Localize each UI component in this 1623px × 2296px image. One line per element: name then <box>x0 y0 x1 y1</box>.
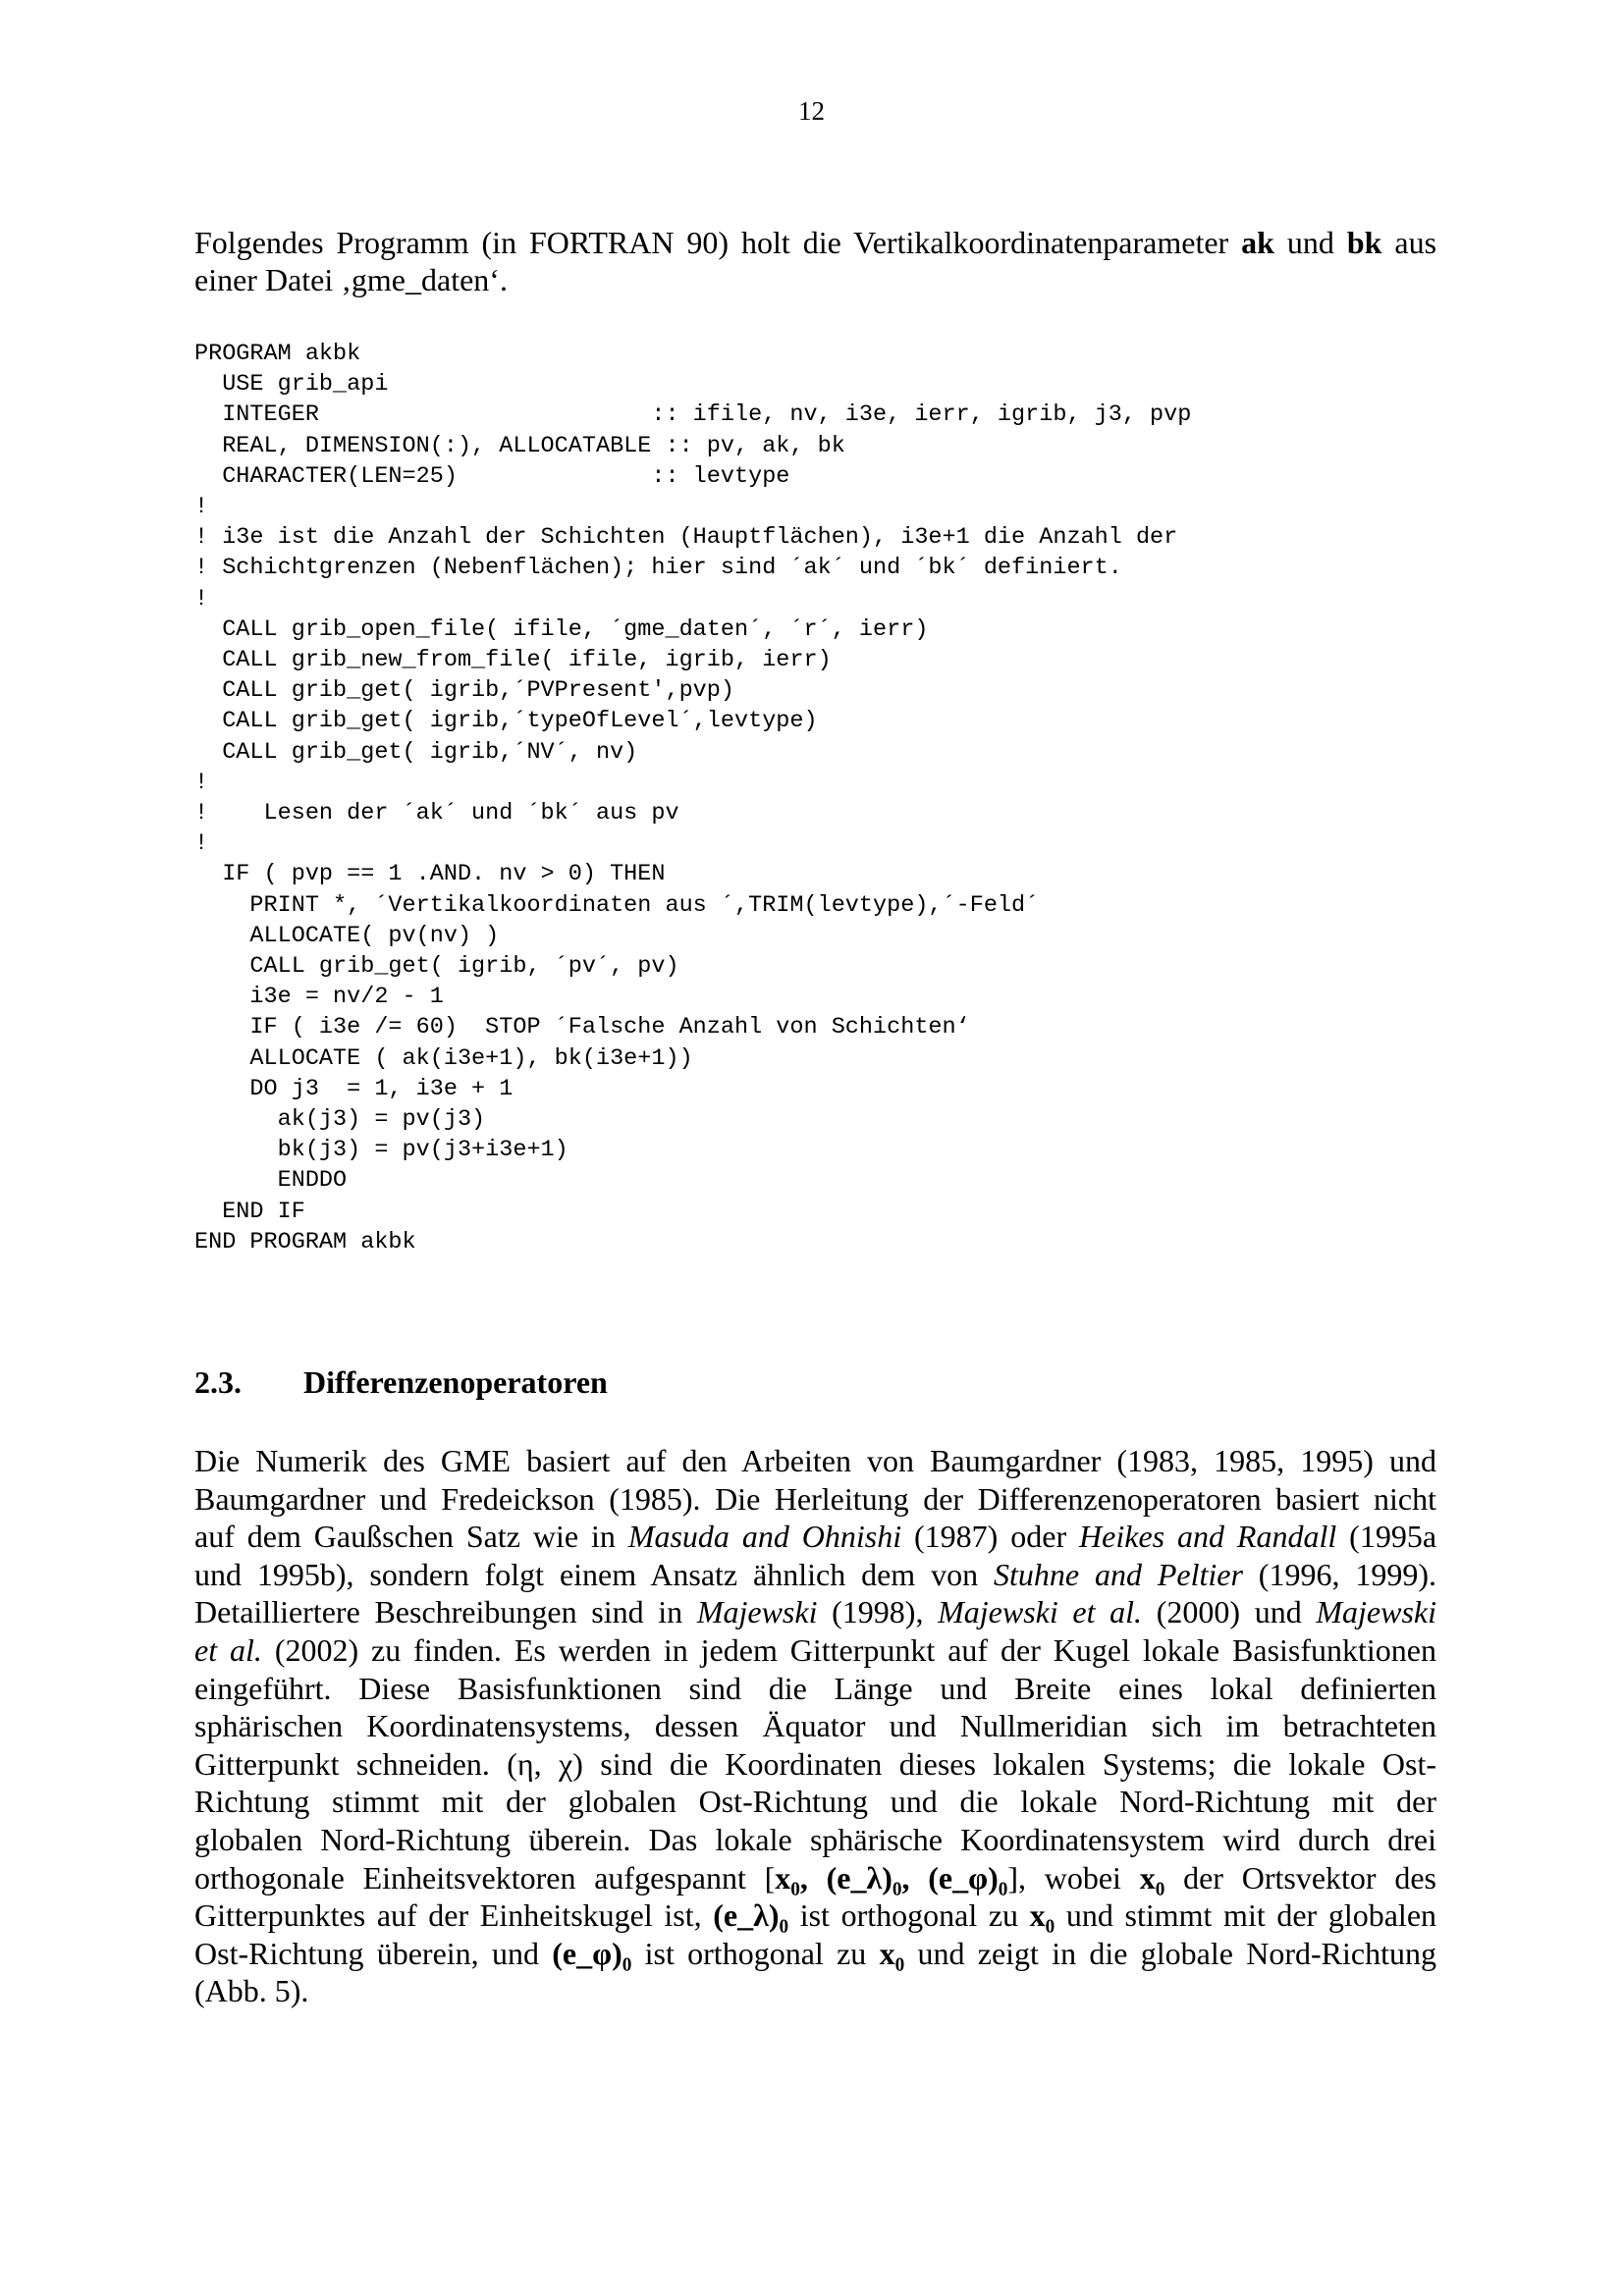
body-line: Baumgardner und Fredeickson (1985). Die Herleitung der Differenzenoperatoren basiert nicht <box>194 1480 1436 1517</box>
body-line: (Abb. 5). <box>194 1973 309 2009</box>
vector-term: x₀, (e_λ)₀, (e_φ)₀ <box>775 1859 1008 1896</box>
body-line: Die Numerik des GME basiert auf den Arbeiten von Baumgardner (1983, 1985, 1995) und <box>194 1443 1436 1478</box>
body-line: Gitterpunkt schneiden. (η, χ) sind die Koordinaten dieses lokalen Systems; die lokale Ost- <box>194 1745 1436 1782</box>
body-line: globalen Nord-Richtung überein. Das lokale sphärische Koordinatensystem wird durch drei <box>194 1821 1436 1857</box>
vector-term: (e_λ)₀ <box>713 1897 789 1934</box>
section-heading <box>194 1364 608 1401</box>
citation: et al. <box>194 1631 262 1668</box>
vector-term: x₀ <box>1139 1859 1165 1896</box>
body-line: Gitterpunktes auf der Einheitskugel ist, (e_λ)₀ ist orthogonal zu x₀ und stimmt mit der globalen <box>194 1897 1437 1934</box>
page-number: 12 <box>798 96 825 126</box>
fortran-code-listing: PROGRAM akbk USE grib_api INTEGER :: ifile, nv, i3e, ierr, igrib, j3, pvp REAL, DIMENSION(:), ALLOCATABLE :: pv, ak, bk CHARACTER(LEN=25) :: levtype ! ! i3e ist die Anzahl der Schichten (Hauptflächen), i3e+1 die Anzahl der ! Schichtgrenzen (Nebenflächen); hier sind ´ak´ und ´bk´ definiert. ! CALL grib_open_file( ifile, ´gme_daten´, ´r´, ierr) CALL grib_new_from_file( ifile, igrib, ierr) CALL grib_get( igrib,´PVPresent',pvp) CALL grib_get( igrib,´typeOfLevel´,levtype) CALL grib_get( igrib,´NV´, nv) ! ! Lesen der ´ak´ und ´bk´ aus pv ! IF ( pvp == 1 .AND. nv > 0) THEN PRINT *, ´Vertikalkoordinaten aus ´,TRIM(levtype),´-Feld´ ALLOCATE( pv(nv) ) CALL grib_get( igrib, ´pv´, pv) i3e = nv/2 - 1 IF ( i3e /= 60) STOP ´Falsche Anzahl von Schichten‘ ALLOCATE ( ak(i3e+1), bk(i3e+1)) DO j3 = 1, i3e + 1 ak(j3) = pv(j3) bk(j3) = pv(j3+i3e+1) ENDDO END IF END PROGRAM akbk <box>194 341 1192 1255</box>
vector-term: x₀ <box>1029 1897 1055 1934</box>
intro-text-2: und <box>1273 225 1347 260</box>
citation: Masuda and Ohnishi <box>627 1519 902 1555</box>
term-bk: bk <box>1346 225 1382 260</box>
body-line: orthogonale Einheitsvektoren aufgespannt [x₀, (e_λ)₀, (e_φ)₀], wobei x₀ der Ortsvektor des <box>194 1859 1437 1896</box>
body-line: und 1995b), sondern folgt einem Ansatz ähnlich dem von Stuhne and Peltier (1996, 1999). <box>194 1556 1437 1592</box>
vector-term: (e_φ)₀ <box>552 1935 632 1971</box>
body-line: auf dem Gaußschen Satz wie in Masuda and Ohnishi (1987) oder Heikes and Randall (1995a <box>194 1519 1437 1555</box>
citation: Stuhne and Peltier <box>993 1556 1243 1592</box>
body-line: et al. (2002) zu finden. Es werden in jedem Gitterpunkt auf der Kugel lokale Basisfunktionen <box>194 1631 1437 1668</box>
body-line: Richtung stimmt mit der globalen Ost-Richtung und die lokale Nord-Richtung mit der <box>194 1784 1436 1820</box>
section-number: 2.3. <box>194 1364 242 1400</box>
body-line: Ost-Richtung überein, und (e_φ)₀ ist orthogonal zu x₀ und zeigt in die globale Nord-Richtung <box>194 1935 1437 1971</box>
section-title: Differenzenoperatoren <box>303 1364 608 1400</box>
citation: Majewski <box>1316 1594 1437 1630</box>
citation: Majewski et al. <box>938 1594 1143 1630</box>
body-line: sphärischen Koordinatensystems, dessen Äquator und Nullmeridian sich im betrachteten <box>194 1708 1436 1744</box>
citation: Heikes and Randall <box>1079 1519 1337 1555</box>
body-line: Detailliertere Beschreibungen sind in Majewski (1998), Majewski et al. (2000) und Majewski <box>194 1594 1437 1630</box>
vector-term: x₀ <box>879 1935 905 1971</box>
term-ak: ak <box>1241 225 1274 260</box>
intro-text-3: aus einer Datei ‚gme_daten‘. <box>194 225 1437 297</box>
body-paragraph <box>194 1442 1436 2010</box>
intro-paragraph <box>194 224 1436 298</box>
citation: Majewski <box>696 1594 818 1630</box>
intro-text-1: Folgendes Programm (in FORTRAN 90) holt die Vertikalkoordinatenparameter <box>194 225 1242 260</box>
body-line: eingeführt. Diese Basisfunktionen sind die Länge und Breite eines lokal definierten <box>194 1670 1436 1706</box>
